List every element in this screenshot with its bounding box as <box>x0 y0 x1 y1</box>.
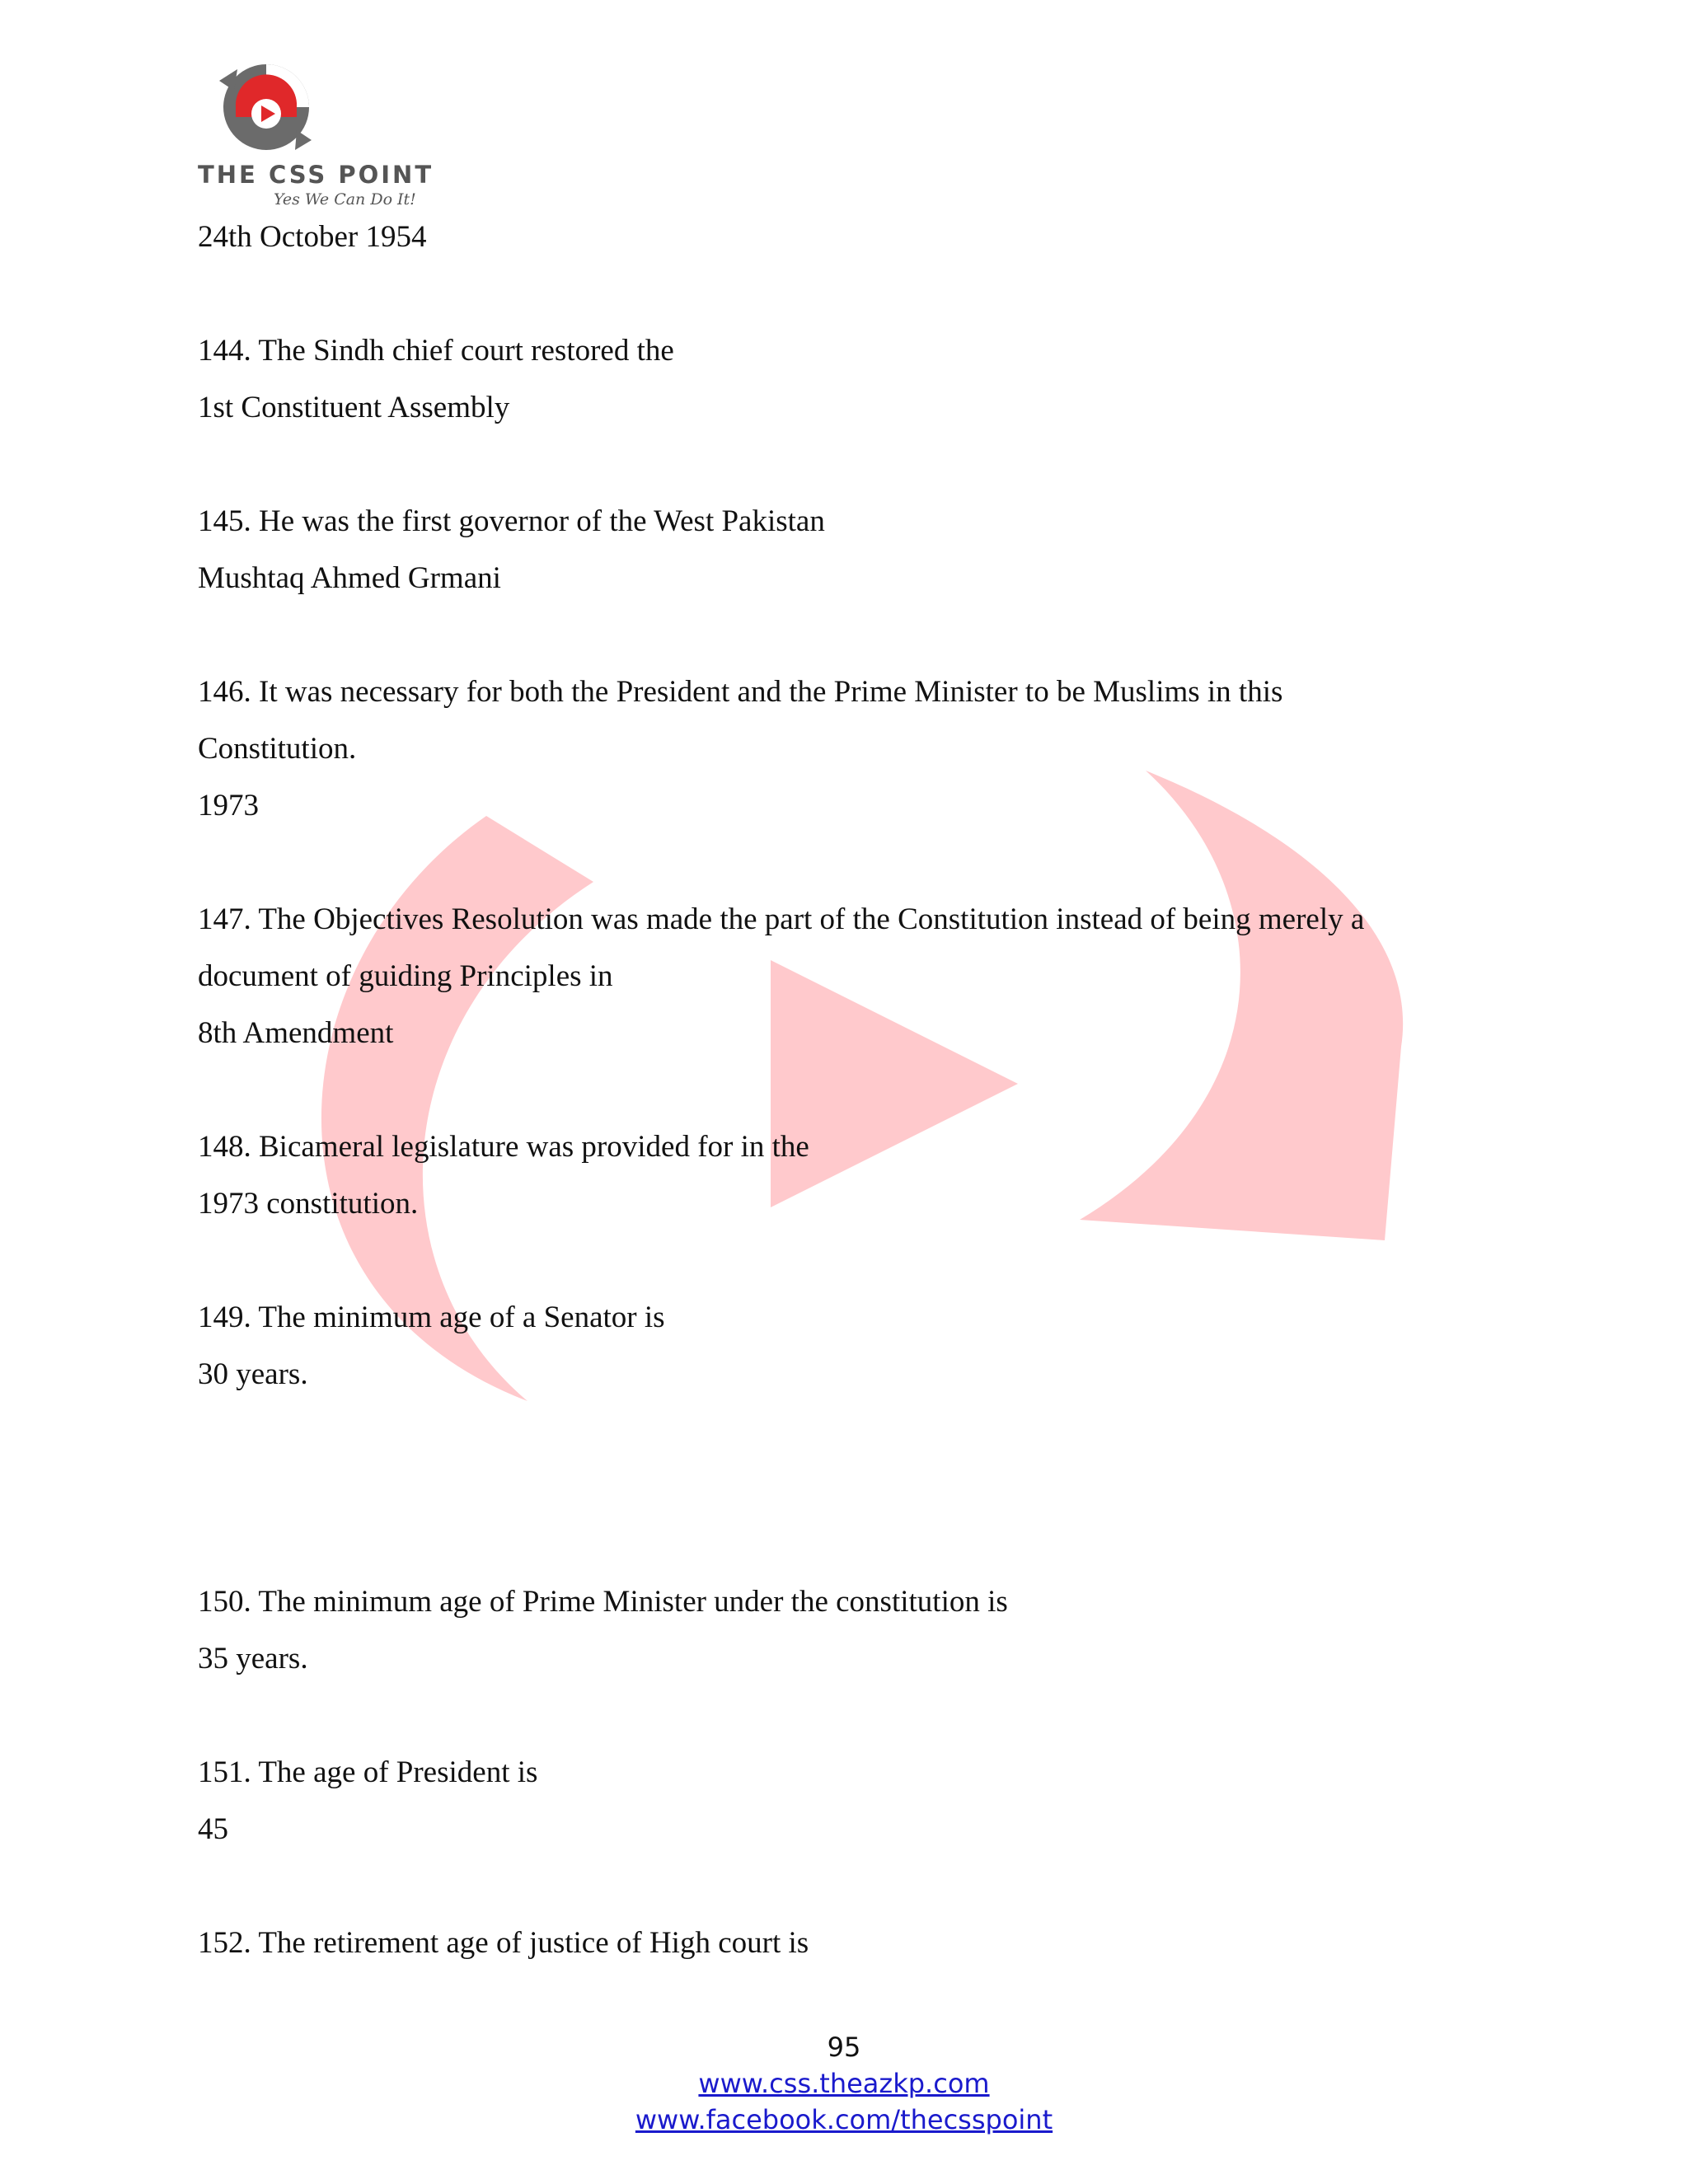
facebook-link[interactable]: www.facebook.com/thecsspoint <box>635 2104 1053 2135</box>
logo-icon <box>213 58 320 161</box>
question-149: 149. The minimum age of a Senator is <box>198 1301 665 1334</box>
logo-tagline: Yes We Can Do It! <box>274 190 416 209</box>
logo-name: THE CSS POINT <box>198 161 434 189</box>
question-147-cont: document of guiding Principles in <box>198 959 613 993</box>
page-footer <box>0 2029 1688 2138</box>
spacer <box>198 834 1517 891</box>
spacer <box>198 265 1517 322</box>
spacer <box>198 1687 1517 1744</box>
question-144: 144. The Sindh chief court restored the <box>198 334 674 368</box>
answer-149: 30 years. <box>198 1357 308 1391</box>
question-150: 150. The minimum age of Prime Minister under the constitution is <box>198 1585 1008 1619</box>
spacer <box>198 1062 1517 1118</box>
answer-147: 8th Amendment <box>198 1016 394 1050</box>
question-151: 151. The age of President is <box>198 1755 538 1789</box>
page-number: 95 <box>827 2032 861 2063</box>
header-logo <box>198 58 437 210</box>
spacer <box>198 436 1517 493</box>
question-146: 146. It was necessary for both the President and the Prime Minister to be Muslims in this <box>198 675 1283 709</box>
question-147: 147. The Objectives Resolution was made the part of the Constitution instead of being merely a <box>198 902 1365 936</box>
spacer <box>198 607 1517 663</box>
question-152: 152. The retirement age of justice of High court is <box>198 1926 809 1960</box>
answer-144: 1st Constituent Assembly <box>198 391 510 424</box>
answer-148: 1973 constitution. <box>198 1187 419 1221</box>
answer-143: 24th October 1954 <box>198 220 427 254</box>
answer-145: Mushtaq Ahmed Grmani <box>198 561 501 595</box>
question-146-cont: Constitution. <box>198 732 357 766</box>
question-145: 145. He was the first governor of the West Pakistan <box>198 504 825 538</box>
answer-146: 1973 <box>198 789 259 823</box>
question-148: 148. Bicameral legislature was provided for in the <box>198 1130 809 1164</box>
spacer <box>198 1232 1517 1289</box>
spacer <box>198 1403 1517 1573</box>
document-body <box>198 209 1517 1971</box>
answer-150: 35 years. <box>198 1642 308 1675</box>
spacer <box>198 1858 1517 1915</box>
website-link[interactable]: www.css.theazkp.com <box>698 2068 990 2099</box>
answer-151: 45 <box>198 1812 228 1846</box>
